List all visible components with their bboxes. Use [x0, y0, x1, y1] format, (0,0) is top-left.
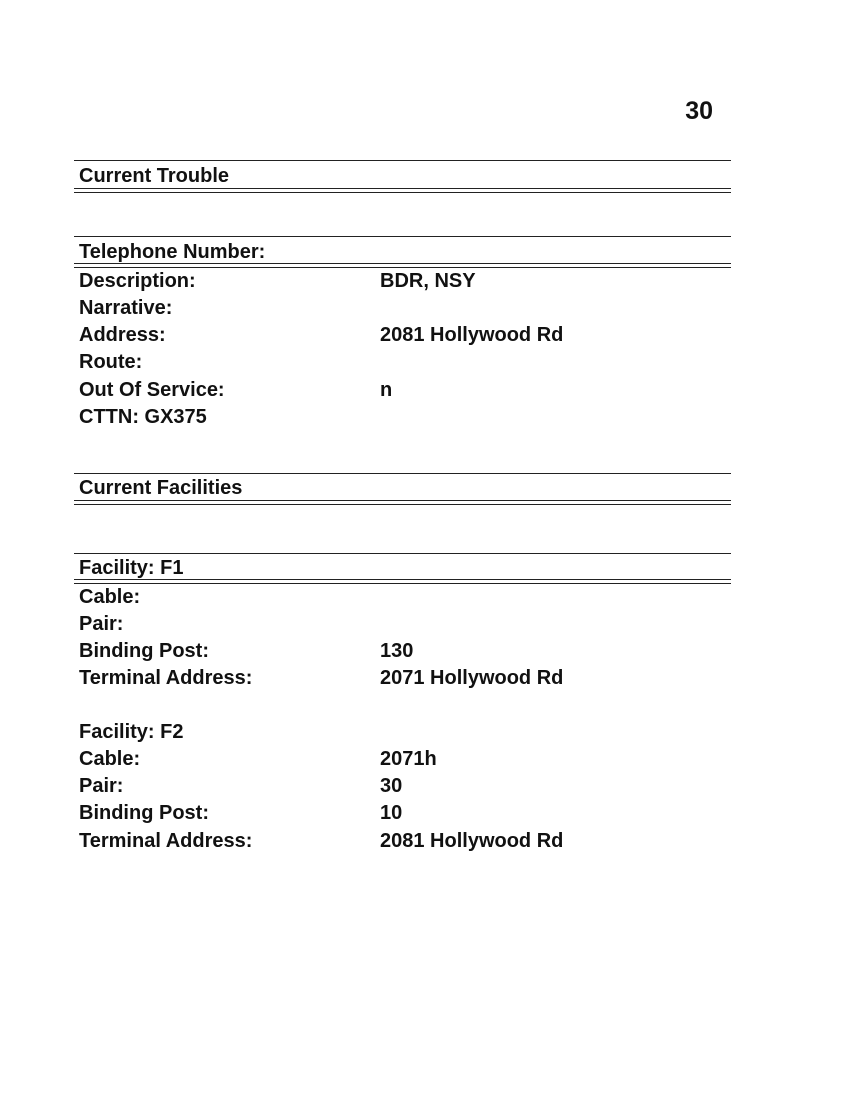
field-label: Address: [79, 324, 166, 346]
field-value: 2071 Hollywood Rd [380, 667, 564, 689]
facility-f2-heading-label: Facility: F2 [79, 721, 184, 743]
divider-bottom-current-facilities [74, 500, 731, 505]
divider-top-current-trouble [74, 160, 731, 161]
field-row-cttn [79, 404, 719, 431]
field-label: CTTN: GX375 [79, 406, 207, 428]
field-row-description [79, 268, 719, 295]
field-value: 2081 Hollywood Rd [380, 830, 564, 852]
field-label: Terminal Address: [79, 667, 253, 689]
telephone-number-label: Telephone Number: [79, 241, 266, 263]
f1-field-row-terminal-address [79, 665, 719, 692]
field-label: Pair: [79, 775, 124, 797]
facility-f1-heading: Facility: F1 [79, 557, 184, 579]
facility-f2-heading [79, 719, 719, 746]
field-label: Cable: [79, 748, 141, 770]
page-number: 30 [685, 97, 713, 125]
field-row-route [79, 349, 719, 376]
field-value: 130 [380, 640, 414, 662]
field-label: Out Of Service: [79, 379, 225, 401]
field-label: Narrative: [79, 297, 173, 319]
divider-top-facility-f1 [74, 553, 731, 554]
field-value: n [380, 379, 393, 401]
field-value: 2081 Hollywood Rd [380, 324, 564, 346]
field-row-address [79, 322, 719, 349]
field-value: 30 [380, 775, 403, 797]
f1-field-row-cable [79, 584, 719, 611]
field-label: Route: [79, 351, 143, 373]
field-label: Pair: [79, 613, 124, 635]
section-title-current-facilities: Current Facilities [79, 477, 243, 499]
field-value: 2071h [380, 748, 437, 770]
field-label: Cable: [79, 586, 141, 608]
f2-field-row-binding-post [79, 800, 719, 827]
field-label: Binding Post: [79, 802, 209, 824]
field-value: 10 [380, 802, 403, 824]
f2-field-row-pair [79, 773, 719, 800]
divider-bottom-current-trouble [74, 188, 731, 193]
field-label: Terminal Address: [79, 830, 253, 852]
field-row-out-of-service [79, 377, 719, 404]
divider-top-current-facilities [74, 473, 731, 474]
f2-field-row-cable [79, 746, 719, 773]
f1-field-row-pair [79, 611, 719, 638]
field-label: Binding Post: [79, 640, 209, 662]
divider-top-telephone [74, 236, 731, 237]
field-label: Description: [79, 270, 196, 292]
field-row-narrative [79, 295, 719, 322]
field-value: BDR, NSY [380, 270, 476, 292]
f2-field-row-terminal-address [79, 828, 719, 855]
f1-field-row-binding-post [79, 638, 719, 665]
section-title-current-trouble: Current Trouble [79, 165, 230, 187]
